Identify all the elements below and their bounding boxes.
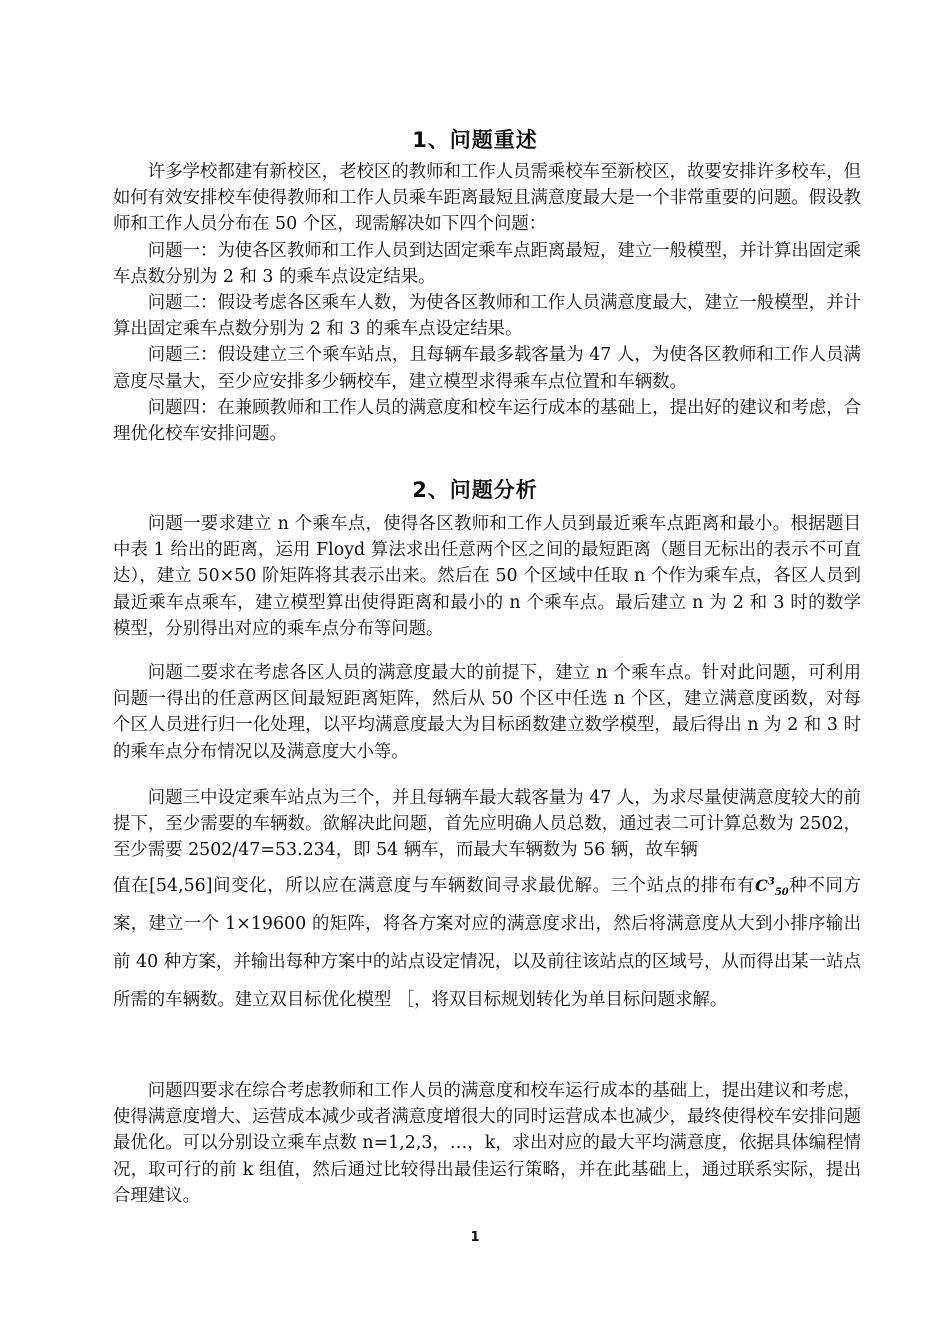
question-3-paragraph: 问题三：假设建立三个乘车站点，且每辆车最多载客量为 47 人，为使各区教师和工作人员满意度尽量大，至少应安排多少辆校车，建立模型求得乘车点位置和车辆数。 [113, 345, 861, 392]
analysis-3-paragraph-top [113, 785, 861, 864]
combination-formula [755, 876, 789, 899]
analysis-3-before-math: 值在[54,56]间变化，所以应在满意度与车辆数间寻求最优解。三个站点的排布有 [113, 876, 756, 896]
question-1-paragraph: 问题一：为使各区教师和工作人员到达固定乘车点距离最短，建立一般模型，并计算出固定乘车点数分别为 2 和 3 的乘车点设定结果。 [113, 240, 861, 287]
formula-subscript: 50 [774, 887, 789, 899]
analysis-2-paragraph [113, 660, 861, 765]
analysis-1-paragraph [113, 511, 861, 642]
page-number: 1 [470, 1230, 480, 1245]
question-2-paragraph: 问题二：假设考虑各区乘车人数，为使各区教师和工作人员满意度最大，建立一般模型，并计算出固定乘车点数分别为 2 和 3 的乘车点设定结果。 [113, 293, 861, 340]
section-1-body [113, 159, 861, 447]
analysis-3-text-top: 问题三中设定乘车站点为三个，并且每辆车最大载客量为 47 人，为求尽量使满意度较大的前提下，至少需要的车辆数。欲解决此问题，首先应明确人员总数，通过表二可计算总数为 2502，至少需要 2502/47=53.234，即 54 辆车，而最大车辆数为 56 辆，故车辆 [113, 788, 861, 861]
analysis-3-after-math: 种不同方案，建立一个 1×19600 的矩阵，将各方案对应的满意度求出，然后将满意度从大到小排序输出前 40 种方案，并输出每种方案中的站点设定情况，以及前往该站点的区域号，从而得出某一站点所需的车辆数。建立双目标优化模型 ［，将双目标规划转化为单目标问题求解。 [113, 876, 861, 1010]
section-1-title: 1、问题重述 [412, 128, 538, 152]
analysis-3-text-bottom [113, 867, 861, 1019]
formula-superscript: 3 [767, 876, 775, 888]
formula-base: C [755, 876, 768, 895]
analysis-4-text: 问题四要求在综合考虑教师和工作人员的满意度和校车运行成本的基础上，提出建议和考虑，使得满意度增大、运营成本减少或者满意度增很大的同时运营成本也减少，最终使得校车安排问题最优化。可以分别设立乘车点数 n=1,2,3，…，k，求出对应的最大平均满意度，依据具体编程情况，取可行的前 k 组值，然后通过比较得出最佳运行策略，并在此基础上，通过联系实际，提出合理建议。 [113, 1081, 861, 1206]
section-1-intro-paragraph: 许多学校都建有新校区，老校区的教师和工作人员需乘校车至新校区，故要安排许多校车，但如何有效安排校车使得教师和工作人员乘车距离最短且满意度最大是一个非常重要的问题。假设教师和工作人员分布在 50 个区，现需解决如下四个问题： [113, 162, 861, 235]
question-4-paragraph: 问题四：在兼顾教师和工作人员的满意度和校车运行成本的基础上，提出好的建议和考虑，合理优化校车安排问题。 [113, 397, 861, 445]
section-2-title: 2、问题分析 [412, 478, 538, 502]
analysis-3-paragraph-bottom [113, 867, 861, 1019]
analysis-1-text: 问题一要求建立 n 个乘车点，使得各区教师和工作人员到最近乘车点距离和最小。根据题目中表 1 给出的距离，运用 Floyd 算法求出任意两个区之间的最短距离（题目无标出的表示不可直达），建立 50×50 阶矩阵将其表示出来。然后在 50 个区域中任取 n 个作为乘车点，各区人员到最近乘车点乘车，建立模型算出使得距离和最小的 n 个乘车点。最后建立 n 为 2 和 3 时的数学模型，分别得出对应的乘车点分布等问题。 [113, 514, 861, 639]
analysis-2-text: 问题二要求在考虑各区人员的满意度最大的前提下，建立 n 个乘车点。针对此问题，可利用问题一得出的任意两区间最短距离矩阵，然后从 50 个区中任选 n 个区，建立满意度函数，对每个区人员进行归一化处理，以平均满意度最大为目标函数建立数学模型，最后得出 n 为 2 和 3 时的乘车点分布情况以及满意度大小等。 [113, 663, 861, 762]
analysis-4-paragraph [113, 1078, 861, 1209]
